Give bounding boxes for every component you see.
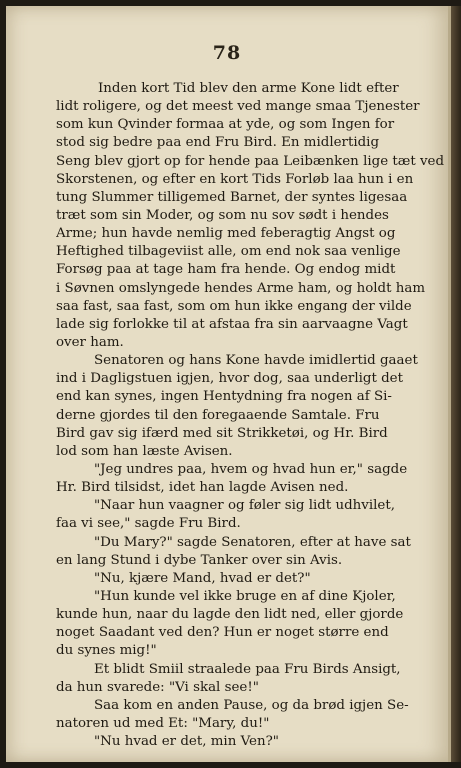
page-number: 78 xyxy=(212,42,242,64)
text-line: da hun svarede: "Vi skal see!" xyxy=(56,679,259,695)
text-line: Bird gav sig ifærd med sit Strikketøi, og Hr. Bird xyxy=(56,425,388,441)
text-line: natoren ud med Et: "Mary, du!" xyxy=(56,715,270,731)
text-line: Arme; hun havde nemlig med feberagtig Angst og xyxy=(56,226,396,242)
text-line: stod sig bedre paa end Fru Bird. En midlertidig xyxy=(56,135,380,151)
text-line: en lang Stund i dybe Tanker over sin Avis. xyxy=(56,552,343,568)
text-line: lade sig forlokke til at afstaa fra sin aarvaagne Vagt xyxy=(56,316,408,332)
body-text xyxy=(56,80,454,751)
text-line: "Du Mary?" sagde Senatoren, efter at have sat xyxy=(94,534,411,550)
text-line: Saa kom en anden Pause, og da brød igjen Se- xyxy=(94,697,409,713)
text-line: lidt roligere, og det meest ved mange smaa Tjenester xyxy=(56,99,420,115)
book-page xyxy=(6,6,451,762)
text-line: saa fast, saa fast, som om hun ikke engang der vilde xyxy=(56,298,412,314)
text-line: "Jeg undres paa, hvem og hvad hun er," sagde xyxy=(94,461,408,477)
text-line: kunde hun, naar du lagde den lidt ned, eller gjorde xyxy=(56,607,404,623)
text-line: Et blidt Smiil straalede paa Fru Birds Ansigt, xyxy=(94,661,401,677)
text-line: derne gjordes til den foregaaende Samtale. Fru xyxy=(56,407,380,423)
text-line: lod som han læste Avisen. xyxy=(56,443,233,459)
text-line: Hr. Bird tilsidst, idet han lagde Avisen ned. xyxy=(56,480,349,496)
text-line: end kan synes, ingen Hentydning fra nogen af Si- xyxy=(56,389,392,405)
text-line: "Nu, kjære Mand, hvad er det?" xyxy=(94,570,311,586)
text-line: ind i Dagligstuen igjen, hvor dog, saa underligt det xyxy=(56,371,403,387)
text-line: "Nu hvad er det, min Ven?" xyxy=(94,734,279,750)
book-edge xyxy=(451,6,461,762)
text-line: "Naar hun vaagner og føler sig lidt udhvilet, xyxy=(94,498,395,514)
text-line: Heftighed tilbageviist alle, om end nok saa venlige xyxy=(56,244,401,260)
text-line: du synes mig!" xyxy=(56,643,157,659)
text-line: træt som sin Moder, og som nu sov sødt i hendes xyxy=(56,207,389,223)
text-line: Inden kort Tid blev den arme Kone lidt efter xyxy=(98,81,399,96)
text-line: i Søvnen omslyngede hendes Arme ham, og holdt ham xyxy=(56,280,426,296)
text-line: "Hun kunde vel ikke bruge en af dine Kjoler, xyxy=(94,588,396,604)
text-line: tung Slummer tilligemed Barnet, der syntes ligesaa xyxy=(56,189,408,205)
text-line: Senatoren og hans Kone havde imidlertid gaaet xyxy=(94,353,418,369)
text-line: over ham. xyxy=(56,334,124,350)
text-line: Forsøg paa at tage ham fra hende. Og endog midt xyxy=(56,262,396,278)
text-line: som kun Qvinder formaa at yde, og som Ingen for xyxy=(56,117,395,133)
text-line: noget Saadant ved den? Hun er noget større end xyxy=(56,625,389,641)
text-line: Seng blev gjort op for hende paa Leibænken lige tæt ved xyxy=(56,153,445,169)
text-line: faa vi see," sagde Fru Bird. xyxy=(56,516,241,532)
text-line: Skorstenen, og efter en kort Tids Forløb laa hun i en xyxy=(56,171,414,187)
